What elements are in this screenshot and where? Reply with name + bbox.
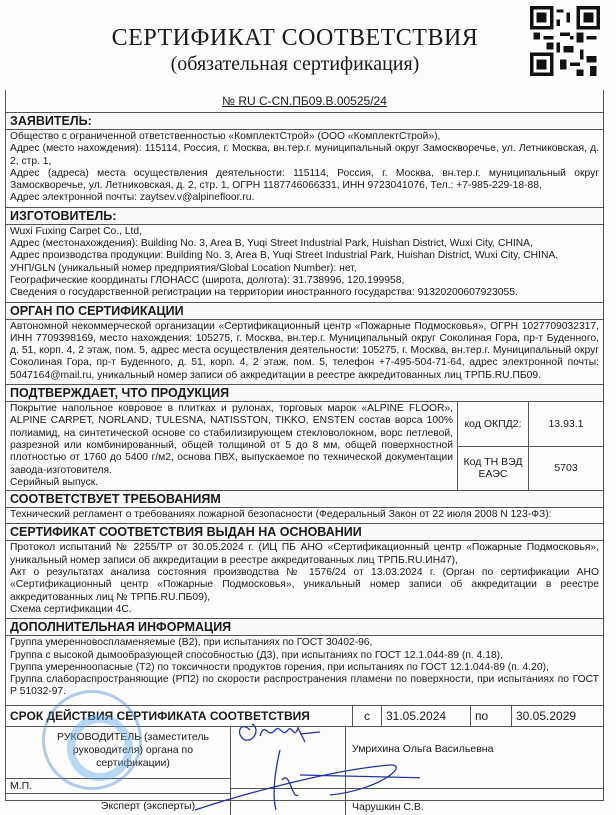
- product-codes: [458, 402, 603, 490]
- okpd-label: код ОКПД2:: [458, 402, 529, 446]
- okpd-value: 13.93.1: [548, 417, 584, 430]
- product-heading: ПОДТВЕРЖДАЕТ, ЧТО ПРОДУКЦИЯ: [6, 385, 603, 402]
- expert-name: Чарушкин С.В.: [352, 800, 424, 813]
- basis-details: [6, 541, 603, 619]
- applicant-line: Адрес (место нахождения): 115114, Россия, г. Москва, вн.тер.г. муниципальный округ Замоскворечье, ул. Летниковская, д. 2, стр. 1,: [10, 143, 599, 167]
- tnved-value: 5703: [554, 462, 578, 475]
- manufacturer-line: Адрес (местонахождения): Building No. 3, Area B, Yuqi Street Industrial Park, Huishan District, Wuxi City, CHINA,: [10, 238, 533, 250]
- requirements-heading: СООТВЕТСТВУЕТ ТРЕБОВАНИЯМ: [6, 491, 603, 508]
- seal-label: М.П.: [6, 779, 231, 794]
- additional-line: Группа слабораспространяющие (РП2) по скорости распространения пламени по поверхности, при испытаниях по ГОСТ Р 51032-97.: [10, 674, 599, 698]
- applicant-line: Адрес электронной почты: zaytsev.v@alpinefloor.ru.: [10, 192, 255, 204]
- handwritten-signatures: [180, 700, 420, 815]
- validity-label: СРОК ДЕЙСТВИЯ СЕРТИФИКАТА СООТВЕТСТВИЯ: [6, 706, 353, 726]
- qr-code: [530, 6, 600, 76]
- expert-label: Эксперт (эксперты): [6, 794, 231, 815]
- manufacturer-line: Сведения о государственной регистрации на территории иностранного государства: 91320200607923055.: [10, 287, 518, 299]
- manufacturer-line: Wuxi Fuxing Carpet Co., Ltd,: [10, 225, 143, 237]
- product-section: [6, 402, 603, 491]
- document-title: СЕРТИФИКАТ СООТВЕТСТВИЯ: [111, 25, 479, 51]
- tnved-label: Код ТН ВЭД ЕАЭС: [458, 447, 529, 491]
- requirements-text: Технический регламент о требованиях пожарной безопасности (Федеральный Закон от 22 июля 2008 N 123-ФЗ):: [6, 508, 603, 524]
- product-description: [6, 402, 458, 490]
- certification-body-heading: ОРГАН ПО СЕРТИФИКАЦИИ: [6, 303, 603, 320]
- additional-line: Группа умеренновоспламеняемые (В2), при испытаниях по ГОСТ 30402-96,: [10, 637, 373, 649]
- additional-line: Группа умеренноопасные (Т2) по токсичности продуктов горения, при испытаниях по ГОСТ 12.1.044-89 (п. 4.20),: [10, 661, 549, 673]
- manufacturer-heading: ИЗГОТОВИТЕЛЬ:: [6, 208, 603, 225]
- basis-line: Схема сертификации 4С.: [10, 603, 132, 615]
- basis-line: Протокол испытаний № 2255/ТР от 30.05.2024 г. (ИЦ ПБ АНО «Сертификационный центр «Пожарные Подмосковья», уникальный номер записи об аккредитации в реестре аккредитованных лиц ТРПБ.RU.ИН47),: [10, 542, 599, 566]
- manufacturer-details: [6, 225, 603, 303]
- manufacturer-line: Географические координаты ГЛОНАСС (широта, долгота): 31.738996, 120.199958,: [10, 274, 405, 286]
- certification-body-details: Автономной некоммерческой организации «Сертификационный центр «Пожарные Подмосковья», ОГРН 1027709032317, ИНН 7709398169, место нахождения: 105275, г. Москва, вн.тер.г. Муниципальный округ Соколиная Гора, пр-т Буденного, д. 51, корп. 4, 2 этаж, пом. 5, адрес места осуществления деятельности: 105275, г. Москва, вн.тер.г. Муниципальный округ Соколиная Гора, пр-т Буденного, д. 51, корп. 4, 2 этаж, пом. 5, телефон +7-495-504-71-64, адрес электронной почты: 5047164@mail.ru, уникальный номер записи об аккредитации в реестре аккредитованных лиц ТРПБ.RU.ПБ09.: [6, 320, 603, 385]
- validity-from-label: с: [353, 706, 382, 726]
- applicant-heading: ЗАЯВИТЕЛЬ:: [6, 113, 603, 130]
- head-label: РУКОВОДИТЕЛЬ (заместитель руководителя) органа по сертификации): [6, 727, 231, 779]
- certificate-number: № RU C-CN.ПБ09.В.00525/24: [6, 90, 603, 113]
- validity-to-label: по: [471, 706, 512, 726]
- basis-heading: СЕРТИФИКАТ СООТВЕТСТВИЯ ВЫДАН НА ОСНОВАНИИ: [6, 524, 603, 541]
- additional-line: Группа с высокой дымообразующей способностью (Д3), при испытаниях по ГОСТ 12.1.044-89 (п. 4.18),: [10, 649, 503, 661]
- manufacturer-line: УНП/GLN (уникальный номер предприятия/Global Location Number): нет,: [10, 262, 357, 274]
- certification-stamp: [42, 690, 142, 790]
- additional-heading: ДОПОЛНИТЕЛЬНАЯ ИНФОРМАЦИЯ: [6, 619, 603, 636]
- validity-from-date: 31.05.2024: [382, 706, 471, 726]
- product-serial: Серийный выпуск.: [10, 476, 99, 488]
- applicant-details: [6, 130, 603, 208]
- applicant-line: Адрес (адреса) места осуществления деятельности: 115114, Россия, г. Москва, вн.тер.г. муниципальный округ Замоскворечье, ул. Летниковская, д. 2, стр. 1, ОГРН 1187746066331, ИНН 9723041076, Тел.: +7-985-229-18-88,: [10, 167, 599, 192]
- applicant-line: Общество с ограниченной ответственностью «КомплектСтрой» (ООО «КомплектСтрой»),: [10, 131, 441, 142]
- product-text: Покрытие напольное ковровое в плитках и рулонах, торговых марок «ALPINE FLOOR», ALPINE CARPET, NORLAND, TULESNA, NATISSTON, TIKKO, ENSTEN состав ворса 100% полиамид, на синтетической основе со стабилизирующем стекловолокном, ворс петлевой, разрезной или комбинированный, общей толщиной от 5 до 8 мм, общей поверхностной плотностью от 1760 до 5400 г/м2, основа ПВХ, выпускаемое по технической документации завода-изготовителя.: [10, 403, 453, 476]
- head-name: Умрихина Ольга Васильевна: [346, 727, 603, 789]
- basis-line: Акт о результатах анализа состояния производства № 1576/24 от 13.03.2024 г. (Орган по сертификации АНО «Сертификационный центр «Пожарные Подмосковья», уникальный номер записи об аккредитации в реестре аккредитованных лиц № ТРПБ.RU.ПБ09),: [10, 567, 599, 603]
- document-subtitle: (обязательная сертификация): [170, 53, 420, 75]
- validity-to-date: 30.05.2029: [516, 708, 577, 723]
- manufacturer-line: Адрес производства продукции: Building No. 3, Area B, Yuqi Street Industrial Park, Huishan District, Wuxi City, CHINA,: [10, 250, 559, 262]
